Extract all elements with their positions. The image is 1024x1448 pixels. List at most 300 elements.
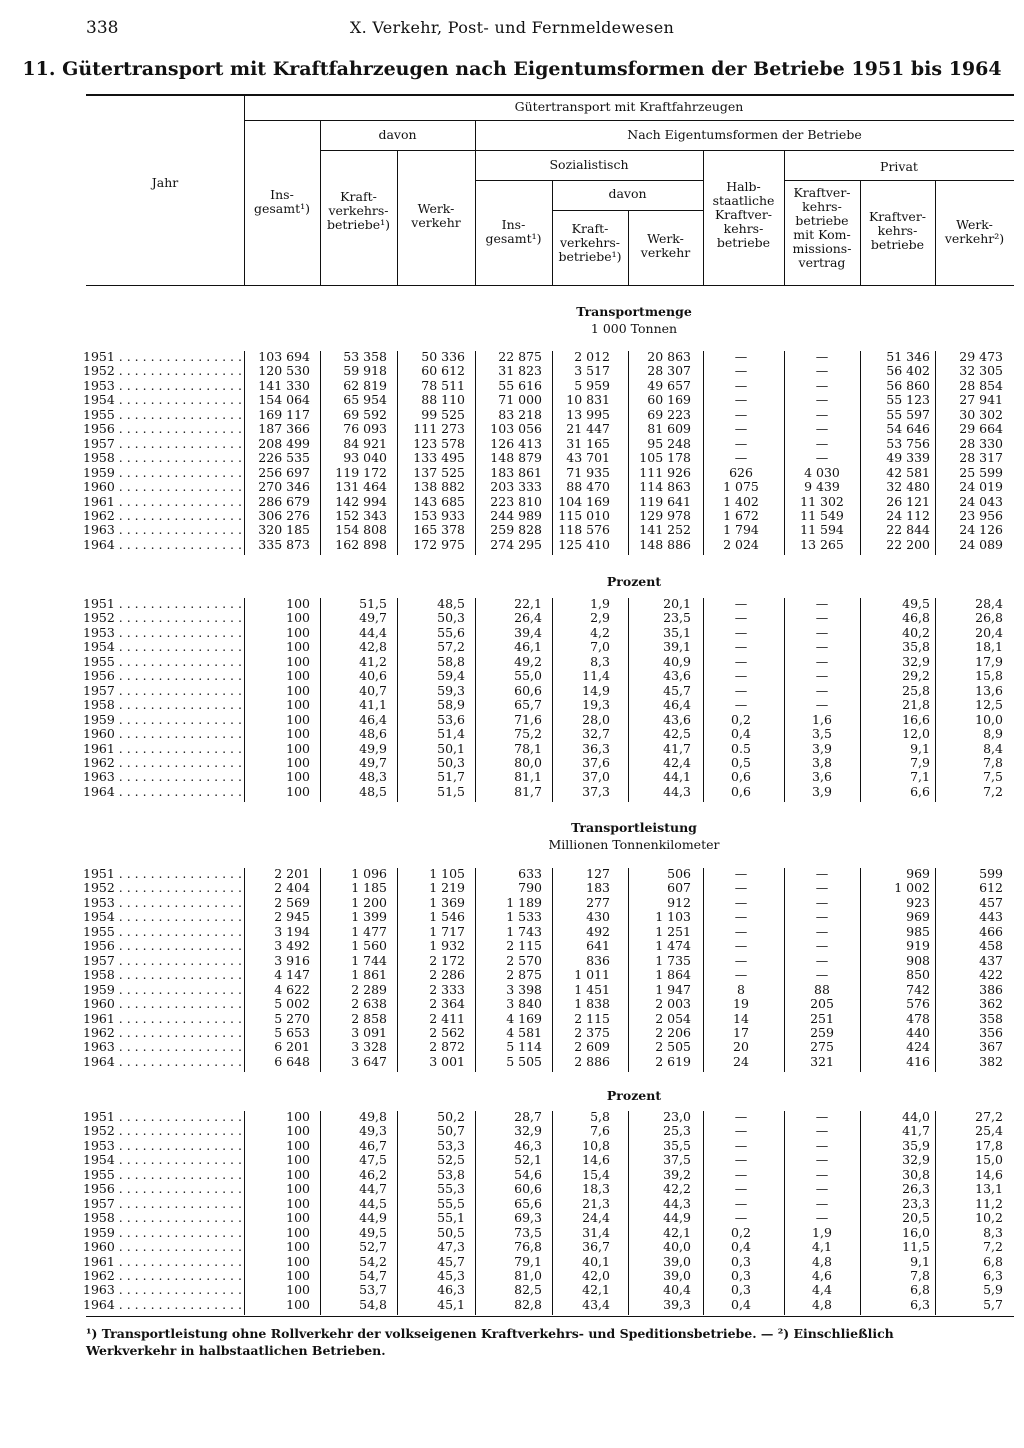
table-cell: 742 — [906, 981, 930, 997]
table-cell: 633 — [518, 866, 542, 881]
table-cell: 62 819 — [343, 377, 387, 393]
table-cell: 55,0 — [514, 668, 542, 684]
table-cell: 437 — [979, 952, 1003, 968]
table-cell: 48,3 — [359, 769, 387, 785]
table-cell: 100 — [286, 682, 310, 698]
table-cell: 2 404 — [274, 880, 310, 896]
table-cell: 100 — [286, 1195, 310, 1211]
table-cell: — — [734, 952, 748, 968]
table-cell: 1 932 — [429, 938, 465, 954]
table-cell: 16,0 — [902, 1224, 930, 1240]
year-label: 1963 . . . . . . . . . . . . . . . . — [83, 1039, 242, 1055]
table-cell: 44,1 — [663, 769, 691, 785]
column-rule — [703, 598, 704, 802]
column-rule — [628, 1111, 629, 1315]
table-cell: 165 378 — [413, 522, 465, 538]
table-cell: 43,6 — [663, 711, 691, 727]
table-cell: 8 — [737, 981, 745, 997]
table-cell: 270 346 — [258, 479, 310, 495]
table-cell: 386 — [979, 981, 1003, 997]
table-cell: — — [734, 866, 748, 881]
column-rule — [860, 1111, 861, 1315]
table-cell: 6,8 — [983, 1253, 1003, 1269]
table-cell: 6,8 — [910, 1282, 930, 1298]
table-cell: — — [815, 938, 829, 954]
table-cell: 6 648 — [274, 1053, 310, 1069]
table-cell: 54,6 — [514, 1166, 542, 1182]
table-cell: 277 — [586, 894, 610, 910]
table-cell: 1 477 — [351, 923, 387, 939]
table-cell: 44,7 — [359, 1181, 387, 1197]
table-cell: — — [815, 967, 829, 983]
column-rule — [475, 1111, 476, 1315]
table-cell: 24,4 — [582, 1210, 610, 1226]
table-cell: 100 — [286, 1181, 310, 1197]
table-cell: 50,3 — [437, 754, 465, 770]
table-cell: 8,4 — [983, 740, 1003, 756]
table-cell: — — [734, 894, 748, 910]
page-number: 338 — [86, 18, 119, 38]
table-cell: 40,1 — [582, 1253, 610, 1269]
footnote: ¹) Transportleistung ohne Rollverkehr der volkseigenen Kraftverkehrs- und Speditionsbetriebe. — ²) Einschließlich Werkverkehr in halbstaatlichen Betrieben. — [86, 1326, 894, 1358]
table-cell: 88 470 — [566, 479, 610, 495]
table-cell: 15,4 — [582, 1166, 610, 1182]
table-cell: 274 295 — [490, 536, 542, 552]
table-cell: 54,2 — [359, 1253, 387, 1269]
table-cell: 3 517 — [574, 363, 610, 379]
table-cell: 923 — [906, 894, 930, 910]
table-cell: 45,1 — [437, 1296, 465, 1312]
table-cell: — — [815, 668, 829, 684]
table-cell: 40,6 — [359, 668, 387, 684]
table-cell: 37,0 — [582, 769, 610, 785]
table-cell: 32,9 — [902, 653, 930, 669]
year-label: 1955 . . . . . . . . . . . . . . . . — [83, 653, 242, 669]
table-cell: 143 685 — [413, 493, 465, 509]
table-cell: 0,2 — [731, 711, 751, 727]
year-label: 1951 . . . . . . . . . . . . . . . . — [83, 596, 242, 611]
table-cell: 2 375 — [574, 1024, 610, 1040]
table-cell: 31 823 — [498, 363, 542, 379]
table-cell: 2 570 — [506, 952, 542, 968]
table-cell: 78 511 — [421, 377, 465, 393]
table-cell: 6 201 — [274, 1039, 310, 1055]
table-cell: 100 — [286, 697, 310, 713]
table-cell: 422 — [979, 967, 1003, 983]
table-cell: 28 330 — [959, 435, 1003, 451]
table-cell: 10 831 — [566, 392, 610, 408]
table-cell: 119 172 — [335, 464, 387, 480]
table-cell: 37,6 — [582, 754, 610, 770]
table-cell: 100 — [286, 1123, 310, 1139]
header-bottom-rule — [86, 285, 1014, 286]
table-cell: 49,7 — [359, 610, 387, 626]
column-rule — [397, 1111, 398, 1315]
table-cell: 42,8 — [359, 639, 387, 655]
table-cell: 0,6 — [731, 783, 751, 799]
table-cell: 5 270 — [274, 1010, 310, 1026]
table-cell: 985 — [906, 923, 930, 939]
table-cell: 35,8 — [902, 639, 930, 655]
table-cell: 42,1 — [663, 1224, 691, 1240]
table-cell: 458 — [979, 938, 1003, 954]
table-cell: 1 402 — [723, 493, 759, 509]
table-cell: — — [734, 1137, 748, 1153]
table-cell: 22,1 — [514, 596, 542, 611]
table-cell: 42,2 — [663, 1181, 691, 1197]
table-cell: 7,6 — [590, 1123, 610, 1139]
section-title: Prozent — [606, 574, 662, 589]
table-cell: 60,6 — [514, 682, 542, 698]
table-cell: 71 935 — [566, 464, 610, 480]
table-cell: 75,2 — [514, 726, 542, 742]
table-cell: 71 000 — [498, 392, 542, 408]
table-cell: 60 612 — [421, 363, 465, 379]
table-cell: 17,9 — [975, 653, 1003, 669]
table-cell: 154 064 — [258, 392, 310, 408]
table-cell: 4 622 — [274, 981, 310, 997]
table-cell: 49 657 — [647, 377, 691, 393]
table-cell: 56 402 — [886, 363, 930, 379]
table-cell: 28,7 — [514, 1109, 542, 1124]
table-cell: 440 — [906, 1024, 930, 1040]
table-cell: 908 — [906, 952, 930, 968]
column-rule — [703, 1111, 704, 1315]
table-cell: 912 — [667, 894, 691, 910]
table-cell: 1 735 — [655, 952, 691, 968]
year-label: 1956 . . . . . . . . . . . . . . . . — [83, 668, 242, 684]
table-cell: 45,7 — [663, 682, 691, 698]
table-cell: 11 594 — [800, 522, 844, 538]
table-cell: 3,9 — [812, 740, 832, 756]
table-cell: 81,0 — [514, 1267, 542, 1283]
table-cell: 100 — [286, 653, 310, 669]
table-cell: 58,9 — [437, 697, 465, 713]
year-label: 1958 . . . . . . . . . . . . . . . . — [83, 1210, 242, 1226]
table-cell: 205 — [810, 996, 834, 1012]
table-cell: 18,1 — [975, 639, 1003, 655]
table-cell: 100 — [286, 769, 310, 785]
header-kraftverkehrsbetriebe: Kraft- verkehrs- betriebe¹) — [326, 189, 391, 232]
table-cell: 4 030 — [804, 464, 840, 480]
table-cell: 93 040 — [343, 450, 387, 466]
table-cell: — — [734, 421, 748, 437]
table-cell: 5 002 — [274, 996, 310, 1012]
year-label: 1962 . . . . . . . . . . . . . . . . — [83, 1267, 242, 1283]
year-label: 1952 . . . . . . . . . . . . . . . . — [83, 1123, 242, 1139]
table-cell: — — [815, 435, 829, 451]
table-cell: 44,3 — [663, 1195, 691, 1211]
table-cell: 2 115 — [506, 938, 542, 954]
table-cell: — — [734, 1166, 748, 1182]
header-insgesamt: Ins- gesamt¹) — [253, 187, 311, 216]
rule-below-eigentum — [475, 150, 1014, 151]
table-cell: 42,5 — [663, 726, 691, 742]
table-cell: 24 — [733, 1053, 749, 1069]
year-label: 1964 . . . . . . . . . . . . . . . . — [83, 783, 242, 799]
table-cell: 24 089 — [959, 536, 1003, 552]
table-cell: 29,2 — [902, 668, 930, 684]
table-cell: — — [734, 653, 748, 669]
rule-below-privat — [784, 180, 1014, 181]
table-cell: 100 — [286, 1296, 310, 1312]
table-cell: 129 978 — [639, 507, 691, 523]
table-cell: 48,5 — [437, 596, 465, 611]
table-cell: 60,6 — [514, 1181, 542, 1197]
table-cell: 41,1 — [359, 697, 387, 713]
table-cell: 2 411 — [429, 1010, 465, 1026]
table-cell: 46,8 — [902, 610, 930, 626]
table-cell: 51,5 — [359, 596, 387, 611]
table-cell: 1 864 — [655, 967, 691, 983]
year-label: 1959 . . . . . . . . . . . . . . . . — [83, 1224, 242, 1240]
table-cell: 1 743 — [506, 923, 542, 939]
table-cell: 153 933 — [413, 507, 465, 523]
header-priv-kraft: Kraftver- kehrs- betriebe — [868, 209, 927, 252]
table-cell: 100 — [286, 610, 310, 626]
table-cell: 183 861 — [490, 464, 542, 480]
table-cell: — — [815, 923, 829, 939]
table-cell: 44,9 — [663, 1210, 691, 1226]
table-cell: 2 858 — [351, 1010, 387, 1026]
table-cell: 2 115 — [574, 1010, 610, 1026]
table-cell: 2 054 — [655, 1010, 691, 1026]
table-cell: 100 — [286, 711, 310, 727]
table-cell: 321 — [810, 1053, 834, 1069]
table-cell: 100 — [286, 596, 310, 611]
table-cell: — — [815, 406, 829, 422]
table-cell: 24 112 — [886, 507, 930, 523]
table-cell: 21,3 — [582, 1195, 610, 1211]
table-cell: 424 — [906, 1039, 930, 1055]
table-cell: — — [815, 653, 829, 669]
table-cell: 13 995 — [566, 406, 610, 422]
table-cell: 45,3 — [437, 1267, 465, 1283]
table-cell: — — [815, 639, 829, 655]
table-cell: 23 956 — [959, 507, 1003, 523]
table-cell: — — [815, 421, 829, 437]
table-cell: 19,3 — [582, 697, 610, 713]
year-label: 1953 . . . . . . . . . . . . . . . . — [83, 894, 242, 910]
year-label: 1955 . . . . . . . . . . . . . . . . — [83, 923, 242, 939]
column-rule — [860, 351, 861, 555]
table-cell: 55,6 — [437, 624, 465, 640]
table-cell: 203 333 — [490, 479, 542, 495]
year-label: 1958 . . . . . . . . . . . . . . . . — [83, 450, 242, 466]
table-cell: 13 265 — [800, 536, 844, 552]
table-cell: 3 398 — [506, 981, 542, 997]
column-rule — [320, 1111, 321, 1315]
table-cell: 20,5 — [902, 1210, 930, 1226]
table-cell: 111 926 — [639, 464, 691, 480]
table-cell: 2 286 — [429, 967, 465, 983]
table-cell: 44,9 — [359, 1210, 387, 1226]
table-cell: — — [815, 610, 829, 626]
table-cell: — — [815, 866, 829, 881]
table-cell: 100 — [286, 1224, 310, 1240]
column-rule — [475, 868, 476, 1072]
table-cell: 32 480 — [886, 479, 930, 495]
table-cell: — — [734, 392, 748, 408]
table-cell: 969 — [906, 866, 930, 881]
table-cell: 22 875 — [498, 349, 542, 364]
table-cell: 226 535 — [258, 450, 310, 466]
table-cell: 49,3 — [359, 1123, 387, 1139]
table-cell: 320 185 — [258, 522, 310, 538]
column-rule — [320, 868, 321, 1072]
table-cell: 152 343 — [335, 507, 387, 523]
table-cell: 133 495 — [413, 450, 465, 466]
table-cell: 119 641 — [639, 493, 691, 509]
table-cell: 50,1 — [437, 740, 465, 756]
table-cell: 40,4 — [663, 1282, 691, 1298]
table-cell: 35,1 — [663, 624, 691, 640]
column-rule — [628, 351, 629, 555]
table-cell: 286 679 — [258, 493, 310, 509]
table-cell: 14,6 — [582, 1152, 610, 1168]
table-cell: 969 — [906, 909, 930, 925]
table-cell: 1 533 — [506, 909, 542, 925]
table-cell: 28 854 — [959, 377, 1003, 393]
table-cell: — — [734, 1109, 748, 1124]
table-cell: 141 252 — [639, 522, 691, 538]
table-cell: 39,3 — [663, 1296, 691, 1312]
table-cell: 15,0 — [975, 1152, 1003, 1168]
table-cell: — — [734, 377, 748, 393]
table-cell: 15,8 — [975, 668, 1003, 684]
table-cell: 1,6 — [812, 711, 832, 727]
table-cell: 36,7 — [582, 1239, 610, 1255]
table-cell: 50,2 — [437, 1109, 465, 1124]
table-cell: 25,8 — [902, 682, 930, 698]
table-cell: — — [815, 392, 829, 408]
year-label: 1963 . . . . . . . . . . . . . . . . — [83, 769, 242, 785]
table-cell: 100 — [286, 783, 310, 799]
table-cell: — — [734, 923, 748, 939]
column-rule — [784, 1111, 785, 1315]
table-cell: 20 863 — [647, 349, 691, 364]
table-cell: 1 947 — [655, 981, 691, 997]
table-cell: 22 844 — [886, 522, 930, 538]
table-cell: 56 860 — [886, 377, 930, 393]
year-label: 1956 . . . . . . . . . . . . . . . . — [83, 421, 242, 437]
header-sozialistisch: Sozialistisch — [549, 157, 629, 172]
table-cell: 95 248 — [647, 435, 691, 451]
table-cell: 131 464 — [335, 479, 387, 495]
column-rule — [552, 598, 553, 802]
year-label: 1951 . . . . . . . . . . . . . . . . — [83, 349, 242, 364]
table-cell: 1 744 — [351, 952, 387, 968]
table-cell: 26,8 — [975, 610, 1003, 626]
table-cell: 2 609 — [574, 1039, 610, 1055]
table-cell: 103 056 — [490, 421, 542, 437]
table-cell: 43,4 — [582, 1296, 610, 1312]
table-cell: — — [734, 909, 748, 925]
year-label: 1961 . . . . . . . . . . . . . . . . — [83, 493, 242, 509]
table-cell: 4,1 — [812, 1239, 832, 1255]
column-rule — [244, 868, 245, 1072]
table-cell: 28 317 — [959, 450, 1003, 466]
table-cell: 3,6 — [812, 769, 832, 785]
table-cell: 1 451 — [574, 981, 610, 997]
year-label: 1957 . . . . . . . . . . . . . . . . — [83, 1195, 242, 1211]
table-cell: 65,7 — [514, 697, 542, 713]
year-label: 1956 . . . . . . . . . . . . . . . . — [83, 1181, 242, 1197]
table-cell: 790 — [518, 880, 542, 896]
header-privat: Privat — [880, 159, 918, 174]
table-cell: 12,0 — [902, 726, 930, 742]
table-cell: 1 474 — [655, 938, 691, 954]
table-cell: 43,6 — [663, 668, 691, 684]
table-cell: 208 499 — [258, 435, 310, 451]
table-cell: — — [815, 894, 829, 910]
table-cell: 1,9 — [812, 1224, 832, 1240]
table-cell: 0,4 — [731, 726, 751, 742]
table-cell: 81,1 — [514, 769, 542, 785]
table-cell: 2 364 — [429, 996, 465, 1012]
table-cell: 69 592 — [343, 406, 387, 422]
year-label: 1953 . . . . . . . . . . . . . . . . — [83, 624, 242, 640]
column-rule — [784, 351, 785, 555]
table-cell: 88 — [814, 981, 830, 997]
table-cell: 11 302 — [800, 493, 844, 509]
column-rule — [552, 868, 553, 1072]
table-cell: 2 289 — [351, 981, 387, 997]
table-cell: 142 994 — [335, 493, 387, 509]
year-label: 1952 . . . . . . . . . . . . . . . . — [83, 880, 242, 896]
table-cell: 478 — [906, 1010, 930, 1026]
table-cell: — — [734, 1195, 748, 1211]
table-cell: — — [734, 682, 748, 698]
table-cell: 40,9 — [663, 653, 691, 669]
table-cell: 11,4 — [582, 668, 610, 684]
table-cell: — — [815, 1152, 829, 1168]
year-label: 1954 . . . . . . . . . . . . . . . . — [83, 392, 242, 408]
table-cell: — — [734, 624, 748, 640]
table-cell: 1 096 — [351, 866, 387, 881]
column-rule — [552, 1111, 553, 1315]
table-cell: 3 001 — [429, 1053, 465, 1069]
table-cell: 416 — [906, 1053, 930, 1069]
table-cell: 55 616 — [498, 377, 542, 393]
table-cell: 2 505 — [655, 1039, 691, 1055]
table-cell: 26,4 — [514, 610, 542, 626]
table-cell: 84 921 — [343, 435, 387, 451]
table-cell: 244 989 — [490, 507, 542, 523]
table-cell: 60 169 — [647, 392, 691, 408]
table-cell: 20,4 — [975, 624, 1003, 640]
table-cell: 100 — [286, 726, 310, 742]
table-cell: 32,7 — [582, 726, 610, 742]
table-cell: 306 276 — [258, 507, 310, 523]
table-cell: 223 810 — [490, 493, 542, 509]
table-cell: 78,1 — [514, 740, 542, 756]
table-title: 11. Gütertransport mit Kraftfahrzeugen nach Eigentumsformen der Betriebe 1951 bis 1964 — [22, 58, 1002, 80]
table-cell: 3 091 — [351, 1024, 387, 1040]
table-cell: 1 399 — [351, 909, 387, 925]
table-cell: — — [734, 1210, 748, 1226]
table-cell: 49 339 — [886, 450, 930, 466]
table-cell: 4,6 — [812, 1267, 832, 1283]
table-cell: — — [734, 349, 748, 364]
table-cell: 1 011 — [574, 967, 610, 983]
table-cell: 37,5 — [663, 1152, 691, 1168]
table-cell: 5,7 — [983, 1296, 1003, 1312]
table-cell: 12,5 — [975, 697, 1003, 713]
table-cell: 2 003 — [655, 996, 691, 1012]
table-cell: — — [815, 1109, 829, 1124]
table-cell: 44,0 — [902, 1109, 930, 1124]
